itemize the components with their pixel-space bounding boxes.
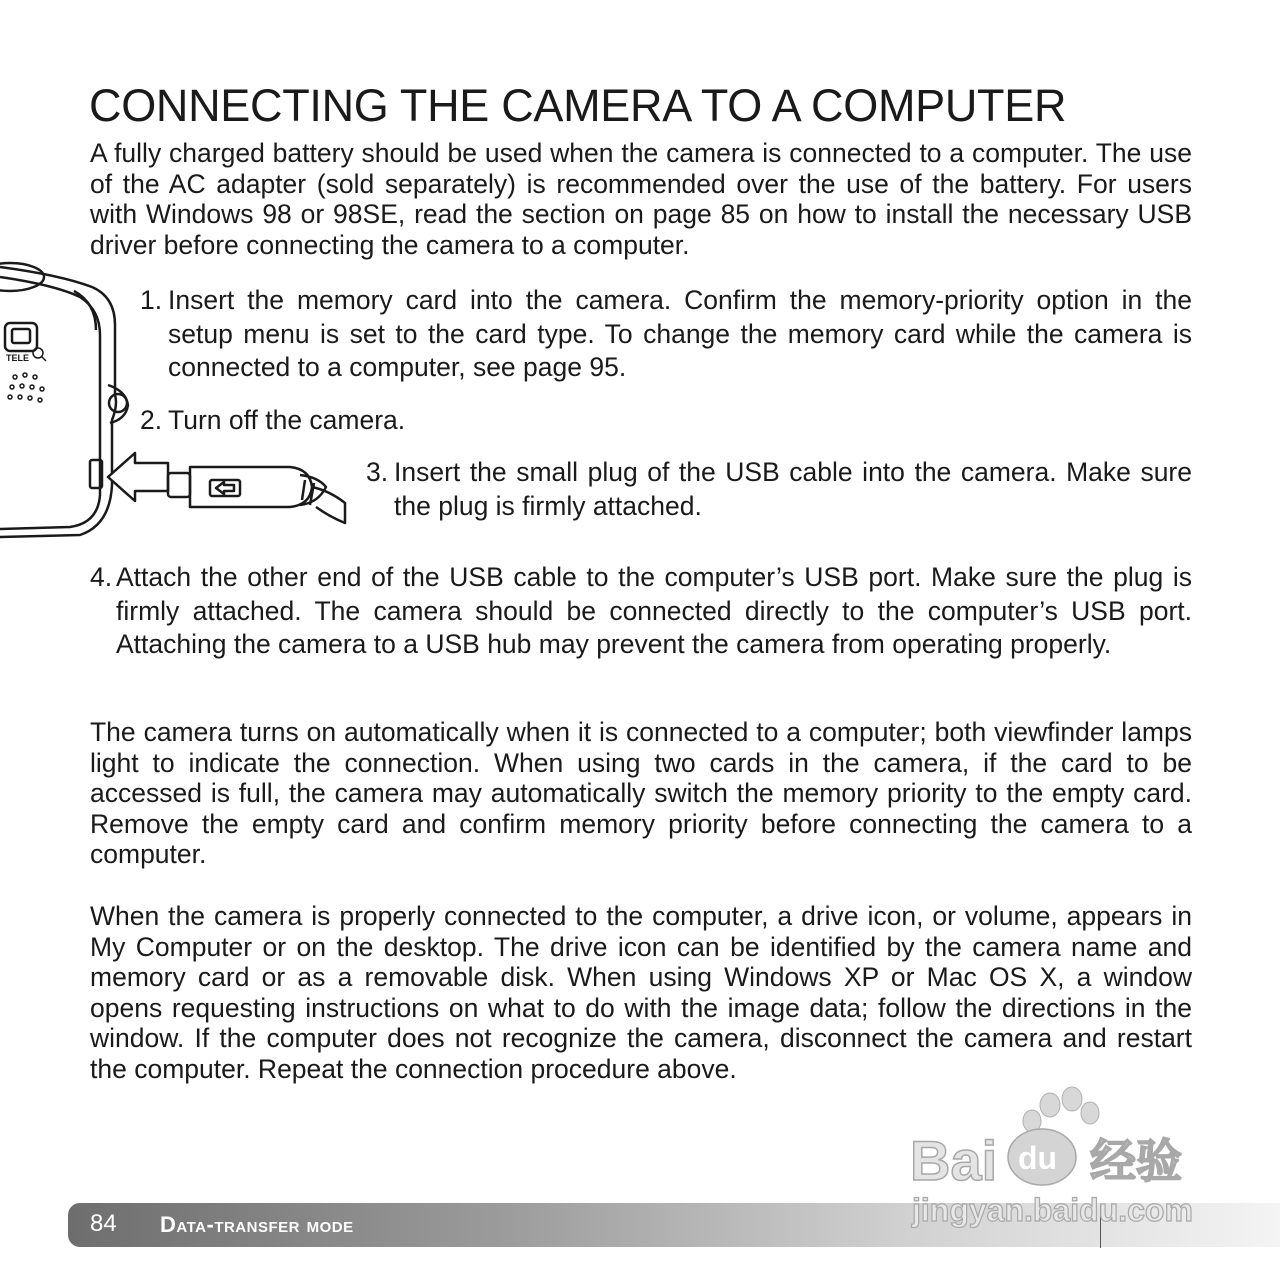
step-text: Turn off the camera. (168, 405, 406, 435)
tele-label: TELE (6, 353, 30, 363)
baidu-watermark (890, 1085, 1220, 1235)
connection-paragraph: The camera turns on automatically when it is connected to a computer; both viewfinder lamps light to indicate the connection. When using two cards in the camera, if the card to be accessed is full, the camera may automatically switch the memory priority to the empty card. Remove the empty card and confirm memory priority before connecting the camera to a computer. (90, 717, 1192, 869)
step-number: 3. (366, 457, 389, 487)
step-1 (140, 284, 1192, 385)
watermark-url: jingyan.baidu.com (912, 1192, 1193, 1228)
step-number: 4. (90, 562, 113, 592)
page-number: 84 (90, 1210, 117, 1237)
step-number: 1. (140, 285, 163, 315)
watermark-brand: Bai (910, 1129, 998, 1192)
watermark-brand-du: du (1018, 1140, 1058, 1176)
step-text: Insert the small plug of the USB cable into the camera. Make sure the plug is firmly attached. (394, 457, 1192, 521)
watermark-brand-cn: 经验 (1090, 1134, 1182, 1188)
step-4 (90, 561, 1192, 662)
step-number: 2. (140, 405, 163, 435)
drive-icon-paragraph: When the camera is properly connected to the computer, a drive icon, or volume, appears in My Computer or on the desktop. The drive icon can be identified by the camera name and memory card or as a removable disk. When using Windows XP or Mac OS X, a window opens requesting instructions on what to do with the image data; follow the directions in the window. If the computer does not recognize the camera, disconnect the camera and restart the computer. Repeat the connection procedure above. (90, 901, 1192, 1084)
page-title: CONNECTING THE CAMERA TO A COMPUTER (89, 80, 1067, 131)
intro-paragraph: A fully charged battery should be used when the camera is connected to a computer. The use of the AC adapter (sold separately) is recommended over the use of the battery. For users with Windows 98 or 98SE, read the section on page 85 on how to install the necessary USB driver before connecting the camera to a computer. (90, 138, 1192, 260)
step-text: Insert the memory card into the camera. Confirm the memory-priority option in the setup menu is set to the card type. To change the memory card while the camera is connected to a computer, see page 95. (168, 285, 1192, 382)
step-text: Attach the other end of the USB cable to the computer’s USB port. Make sure the plug is firmly attached. The camera should be connected directly to the computer’s USB port. Attaching the camera to a USB hub may prevent the camera from operating properly. (116, 562, 1192, 659)
step-3 (366, 456, 1192, 523)
step-2 (140, 404, 1192, 438)
section-name: Data-transfer mode (160, 1212, 354, 1237)
